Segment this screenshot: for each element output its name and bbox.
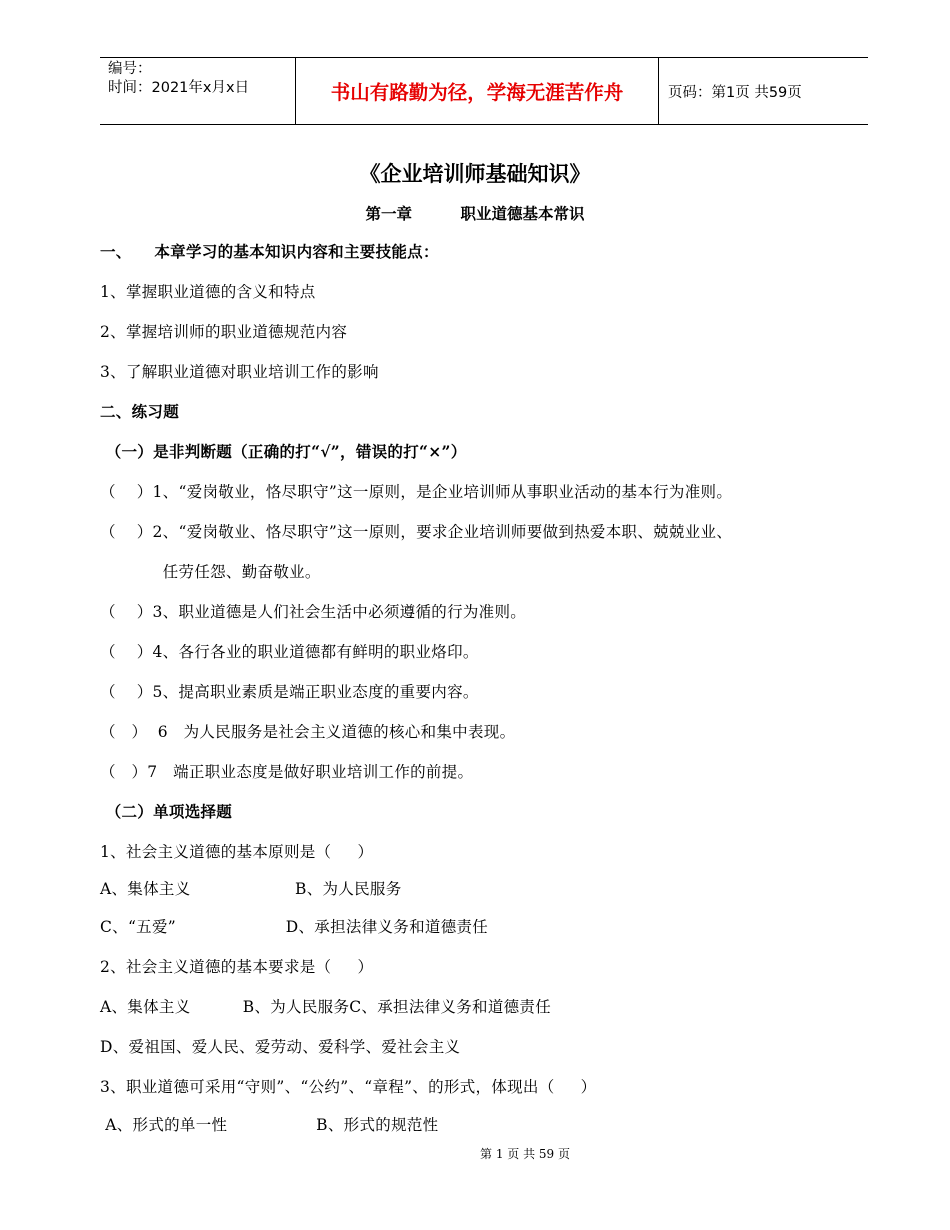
page-header (100, 57, 868, 125)
text-line: 1、掌握职业道德的含义和特点 (100, 283, 316, 301)
text-line: A、形式的单一性 B、形式的规范性 (100, 1116, 439, 1134)
text-line: （一）是非判断题（正确的打“√”，错误的打“×”） (100, 442, 467, 461)
text-line: （二）单项选择题 (100, 802, 233, 821)
text-line: A、集体主义 B、为人民服务 (100, 880, 402, 898)
text-line: （ ）7 端正职业态度是做好职业培训工作的前提。 (100, 763, 474, 781)
text-line: 3、职业道德可采用“守则”、“公约”、“章程”、的形式，体现出（ ） (100, 1078, 597, 1096)
text-line: 任劳任怨、勤奋敬业。 (100, 563, 321, 581)
document-number-label: 编号： (108, 61, 152, 77)
text-line: （ ）2、“爱岗敬业、恪尽职守”这一原则，要求企业培训师要做到热爱本职、兢兢业业、 (100, 523, 733, 541)
text-line: 3、了解职业道德对职业培训工作的影响 (100, 363, 379, 381)
header-page-info: 页码：第1页 共59页 (668, 84, 802, 101)
text-line: 2、社会主义道德的基本要求是（ ） (100, 958, 374, 976)
header-divider-right (658, 58, 659, 124)
document-time-label: 时间：2021年x月x日 (108, 80, 250, 96)
chapter-heading: 第一章 职业道德基本常识 (365, 204, 585, 223)
text-line: （ ）5、提高职业素质是端正职业态度的重要内容。 (100, 683, 479, 701)
header-motto: 书山有路勤为径，学海无涯苦作舟 (330, 81, 624, 104)
text-line: 一、 本章学习的基本知识内容和主要技能点： (100, 242, 439, 261)
text-line: 二、练习题 (100, 402, 180, 421)
header-meta (108, 60, 298, 98)
document-title: 《企业培训师基础知识》 (359, 161, 591, 186)
page-footer: 第 1 页 共 59 页 (480, 1147, 570, 1161)
text-line: （ ）4、各行各业的职业道德都有鲜明的职业烙印。 (100, 643, 479, 661)
text-line: （ ）3、职业道德是人们社会生活中必须遵循的行为准则。 (100, 603, 527, 621)
text-line: D、爱祖国、爱人民、爱劳动、爱科学、爱社会主义 (100, 1038, 461, 1056)
text-line: 2、掌握培训师的职业道德规范内容 (100, 323, 348, 341)
text-line: （ ）1、“爱岗敬业，恪尽职守”这一原则，是企业培训师从事职业活动的基本行为准则。 (100, 483, 733, 501)
text-line: A、集体主义 B、为人民服务C、承担法律义务和道德责任 (100, 998, 552, 1016)
text-line: （ ） 6 为人民服务是社会主义道德的核心和集中表现。 (100, 723, 516, 741)
text-line: 1、社会主义道德的基本原则是（ ） (100, 843, 374, 861)
text-line: C、“五爱” D、承担法律义务和道德责任 (100, 918, 489, 936)
